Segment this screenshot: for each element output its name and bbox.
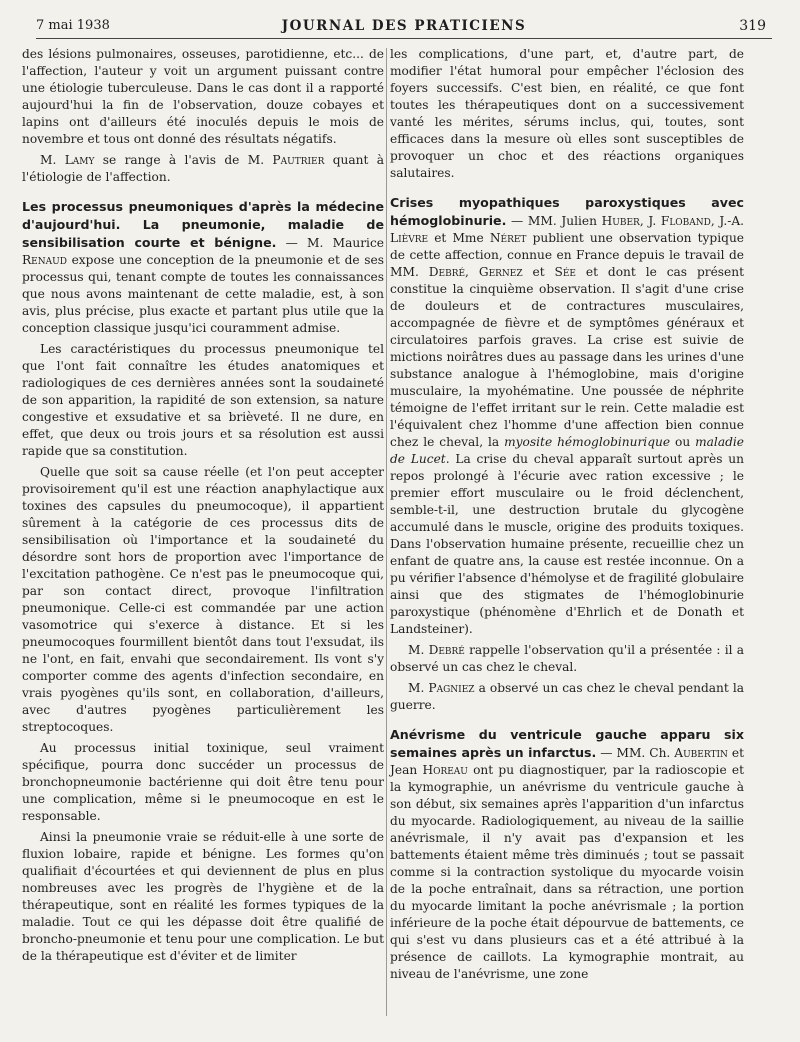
italic-term: myosite hémoglobinurique (504, 435, 671, 449)
section-heading: Anévrisme du ventricule gauche apparu six semaines après un infarctus. (390, 727, 744, 760)
right-column (390, 46, 744, 983)
paragraph: M. Pagniez a observé un cas chez le cheval pendant la guerre. (390, 681, 745, 712)
paragraph: Quelle que soit sa cause réelle (et l'on peut accepter provisoirement qu'il est une réaction anaphylactique aux toxines des capsules du pneumocoque), il appartient sûrement à la catégorie de ces processus dits de sensibilisation où l'importance et la soudaineté du désordre sont hors de proportion avec l'importance de l'excitation pathogène. Ce n'est pas le pneumocoque qui, par son contact direct, provoque l'infiltration pneumonique. Celle-ci est commandée par une action vasomotrice qui s'exerce à distance. Et si les pneumocoques fourmillent bientôt dans tout l'exsudat, ils ne l'ont, en fait, envahi que secondairement. Ils vont s'y comporter comme des agents d'infection secondaire, en vrais pyogènes qu'ils sont, en collaboration, d'ailleurs, avec d'autres pyogènes particulièrement les streptocoques. (22, 465, 384, 734)
author-name: Renaud (22, 253, 67, 267)
paragraph: M. Lamy se range à l'avis de M. Pautrier quant à l'étiologie de l'affection. (22, 153, 384, 184)
section-paragraph: Les processus pneumoniques d'après la médecine d'aujourd'hui. La pneumonie, maladie de sensibilisation courte et bénigne. — M. Maurice Renaud expose une conception de la pneumonie et de ses processus qui, tenant compte de toutes les connaissances que nous avons maintenant de cette maladie, est, à son avis, plus précise, plus exacte et partant plus utile que la conception classique jusqu'ici couramment admise. (22, 199, 384, 335)
left-column (22, 46, 384, 965)
paragraph: Ainsi la pneumonie vraie se réduit-elle à une sorte de fluxion lobaire, rapide et bénigne. Les formes qu'on qualifiait d'écourtées et qui deviennent de plus en plus nombreuses avec les progrès de l'hygiène et de la thérapeutique, sont en réalité les formes typiques de la maladie. Tout ce qui les dépasse doit être qualifié de broncho-pneumonie et tenu pour une complication. Le but de la thérapeutique est d'éviter et de limiter (22, 830, 384, 963)
section-heading: Les processus pneumoniques d'après la médecine d'aujourd'hui. La pneumonie, maladie de sensibilisation courte et bénigne. (22, 199, 384, 250)
paragraph: les complications, d'une part, et, d'autre part, de modifier l'état humoral pour empêcher l'éclosion des foyers successifs. C'est bien, en réalité, ce que font toutes les thérapeutiques dont on a successivement vanté les mérites, sérums inclus, qui, toutes, sont efficaces dans la mesure où elles sont susceptibles de provoquer un choc et des réactions organiques salutaires. (390, 47, 744, 180)
journal-title: JOURNAL DES PRATICIENS (281, 18, 527, 34)
page-number: 319 (739, 18, 766, 34)
paragraph: Les caractéristiques du processus pneumonique tel que l'ont fait connaître les études anatomiques et radiologiques de ces dernières années sont la soudaineté de son apparition, la rapidité de son extension, sa nature congestive et exsudative et sa brièveté. Il ne dure, en effet, que deux ou trois jours et sa résolution est aussi rapide que sa constitution. (22, 342, 384, 458)
author-name: Debré (428, 643, 465, 657)
running-header (36, 14, 772, 39)
italic-term: maladie de Lucet (390, 435, 745, 466)
issue-date: 7 mai 1938 (36, 18, 110, 33)
section-heading: Crises myopathiques paroxystiques avec hémoglobinurie. (390, 195, 744, 228)
author-name: Pagniez (428, 681, 475, 695)
paragraph: des lésions pulmonaires, osseuses, parotidienne, etc... de l'affection, l'auteur y voit un argument puissant contre une étiologie tuberculeuse. Dans le cas dont il a rapporté aujourd'hui la fin de l'observation, douze cobayes et lapins ont d'ailleurs été inoculés depuis le mois de novembre et tous ont donné des résultats négatifs. (22, 47, 384, 146)
paragraph: M. Debré rappelle l'observation qu'il a présentée : il a observé un cas chez le cheval. (390, 643, 744, 674)
column-divider (386, 48, 387, 1016)
paragraph: Au processus initial toxinique, seul vraiment spécifique, pourra donc succéder un processus de bronchopneumonie bactérienne qui doit être tenu pour une complication, même si le pneumocoque en est le responsable. (22, 741, 384, 823)
section-paragraph: Anévrisme du ventricule gauche apparu six semaines après un infarctus. — MM. Ch. Aubertin et Jean Horeau ont pu diagnostiquer, par la radioscopie et la kymographie, un anévrisme du ventricule gauche à son début, six semaines après l'apparition d'un infarctus du myocarde. Radiologiquement, au niveau de la saillie anévrismale, il n'y avait pas d'expansion et les battements étaient même très diminués ; tout se passait comme si la contraction systolique du myocarde voisin de la poche entraînait, dans sa rétraction, une portion du myocarde limitant la poche anévrismale ; la portion inférieure de la poche était dépourvue de battements, ce qui s'est vu dans plusieurs cas et a été attribué à la présence de caillots. La kymographie montrait, au niveau de l'anévrisme, une zone (390, 727, 745, 981)
section-paragraph: Crises myopathiques paroxystiques avec hémoglobinurie. — MM. Julien Huber, J. Floband, J.-A. Lièvre et Mme Néret publient une observation typique de cette affection, connue en France depuis le travail de MM. Debré, Gernez et Sée et dont le cas présent constitue la cinquième observation. Il s'agit d'une crise de douleurs et de contractures musculaires, accompagnée de fièvre et de symptômes généraux et circulatoires parfois graves. La crise est suivie de mictions noirâtres dues au passage dans les urines d'une substance analogue à l'hémoglobine, mais d'origine musculaire, la myohématine. Une poussée de néphrite témoigne de l'effet irritant sur le rein. Cette maladie est l'équivalent chez l'homme d'une affection bien connue chez le cheval, la myosite hémoglobinurique ou maladie de Lucet. La crise du cheval apparaît surtout après un repos prolongé à l'écurie avec ration excessive ; le premier effort musculaire ou le froid déclenchent, semble-t-il, une destruction brutale du glycogène accumulé dans le muscle, origine des produits toxiques. Dans l'observation humaine présente, recueillie chez un enfant de quatre ans, la cause est restée inconnue. On a pu vérifier l'absence d'hémolyse et de fragilité globulaire ainsi que des stigmates de l'hémoglobinurie paroxystique (phénomène d'Ehrlich et de Donath et Landsteiner). (390, 195, 745, 636)
author-name: Lamy (64, 153, 95, 167)
author-name: Pautrier (272, 153, 325, 167)
